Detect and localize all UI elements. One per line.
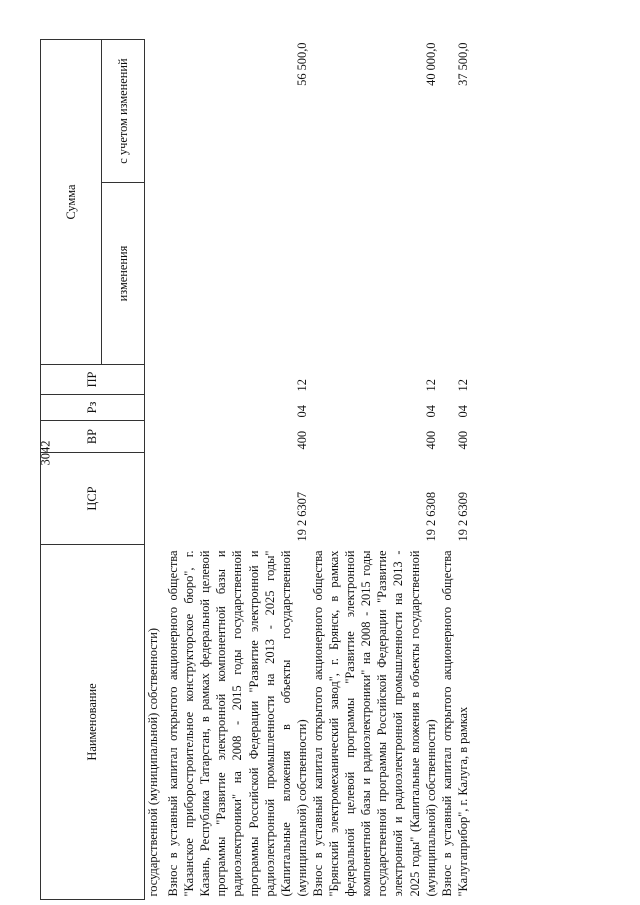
row-change (310, 183, 439, 365)
row-name: Взнос в уставный капитал открытого акционерного общества "Казанское приборостроительное конструкторское бюро", г. Казань, Республика Татарстан, в рамках федеральной целевой программы "Развитие электронной компонентной базы и радиоэлектроники" на 2008 - 2015 годы государственной программы Российской Федерации "Развитие электронной и радиоэлектронной промышленности на 2013 - 2025 годы" (Капитальные вложения в объекты государственной (муниципальной) собственности) (166, 550, 309, 897)
header-pr: ПР (41, 365, 145, 395)
row-total: 56 500,0 (294, 42, 309, 86)
rotated-page-content (40, 40, 630, 900)
header-vr: ВР (41, 421, 145, 453)
row-vr: 400 (455, 430, 470, 450)
table-row (439, 40, 471, 900)
header-csr: ЦСР (41, 453, 145, 545)
table-row (165, 40, 310, 900)
continuation-row (145, 40, 166, 900)
row-vr: 400 (423, 430, 438, 450)
row-csr: 19 2 6308 (423, 491, 438, 542)
row-name: Взнос в уставный капитал открытого акционерного общества "Брянский электромеханический завод", г. Брянск, в рамках федеральной целевой программы "Развитие электронной компонентной базы и радиоэлектроники" на 2008 - 2015 годы государственной программы Российской Федерации "Развитие электронной и радиоэлектронной промышленности на 2013 - 2025 годы" (Капитальные вложения в объекты государственной (муниципальной) собственности) (310, 550, 438, 897)
header-sum: Сумма (41, 40, 102, 365)
row-rz: 04 (294, 405, 309, 418)
header-rz: Рз (41, 395, 145, 421)
row-name: Взнос в уставный капитал открытого акционерного общества "Калугаприбор", г. Калуга, в рамках (439, 550, 470, 897)
header-name: Наименование (41, 545, 145, 900)
row-rz: 04 (423, 405, 438, 418)
page-number: 3042 (38, 440, 53, 466)
row-rz: 04 (455, 405, 470, 418)
budget-table (40, 39, 471, 900)
header-change: изменения (102, 183, 145, 365)
row-total: 37 500,0 (455, 42, 470, 86)
row-pr: 12 (423, 379, 438, 392)
row-csr: 19 2 6309 (455, 491, 470, 542)
table-header (38, 40, 145, 900)
row-pr: 12 (455, 379, 470, 392)
header-total: с учетом изменений (102, 40, 145, 183)
row-vr: 400 (294, 430, 309, 450)
row-pr: 12 (294, 379, 309, 392)
table-row (310, 40, 439, 900)
row-change (165, 183, 310, 365)
row-csr: 19 2 6307 (294, 491, 309, 542)
row-total: 40 000,0 (423, 42, 438, 86)
continuation-text: государственной (муниципальной) собственности) (146, 628, 160, 897)
row-change (439, 183, 471, 365)
